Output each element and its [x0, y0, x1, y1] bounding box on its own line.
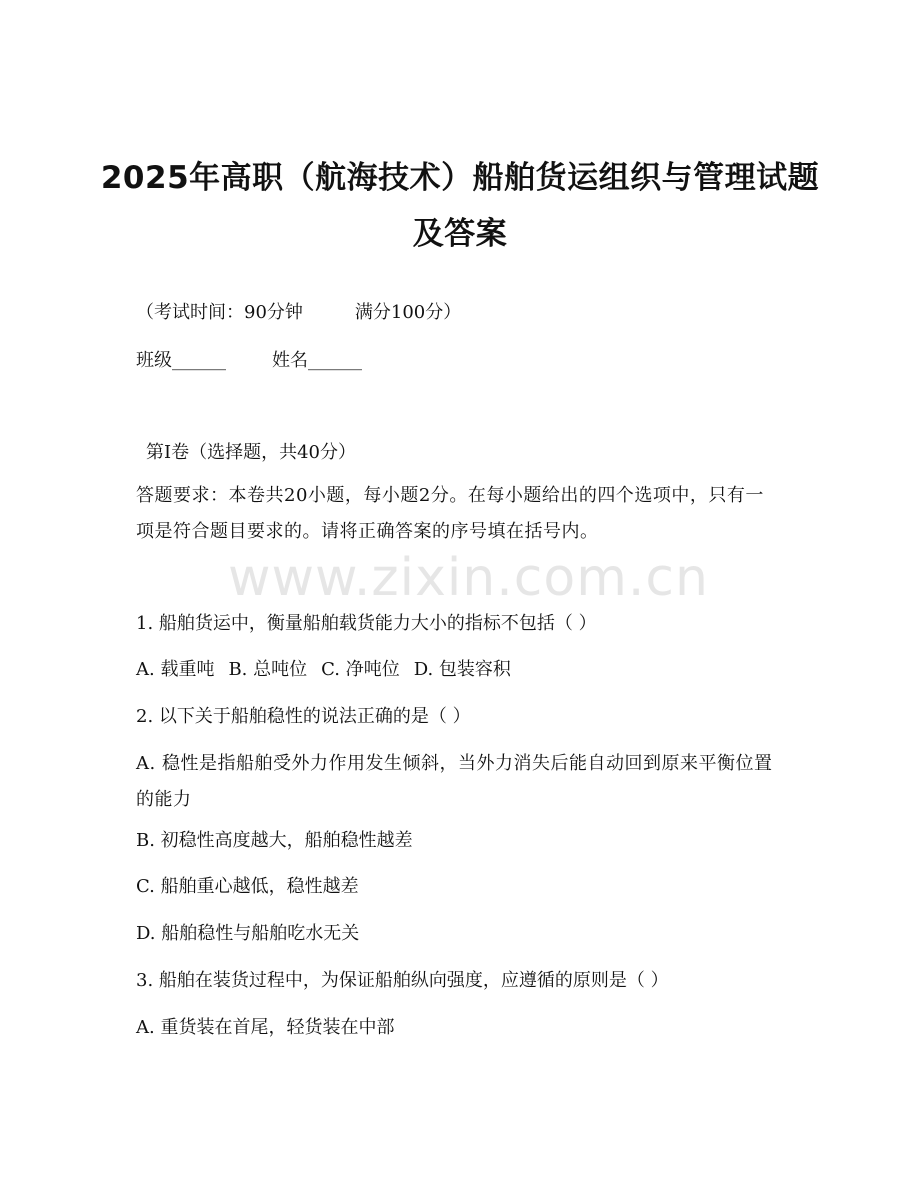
question-1-option-a: A. 载重吨	[136, 659, 215, 680]
question-1-stem: 1. 船舶货运中，衡量船舶载货能力大小的指标不包括（ ）	[136, 613, 597, 634]
question-2-option-b: B. 初稳性高度越大，船舶稳性越差	[136, 830, 413, 851]
name-field: 姓名______	[272, 350, 362, 371]
class-field: 班级______	[136, 350, 226, 371]
question-3-option-a: A. 重货装在首尾，轻货装在中部	[136, 1017, 395, 1038]
question-1-options	[136, 658, 511, 682]
exam-score: 满分100分）	[354, 302, 462, 323]
section-instructions: 答题要求：本卷共20小题，每小题2分。在每小题给出的四个选项中，只有一项是符合题目要求的。请将正确答案的序号填在括号内。	[136, 485, 764, 542]
exam-info	[136, 301, 461, 325]
watermark: www.zixin.com.cn	[228, 548, 709, 608]
question-2-option-d: D. 船舶稳性与船舶吃水无关	[136, 923, 360, 944]
question-1-option-b: B. 总吨位	[228, 659, 308, 680]
section-heading: 第I卷（选择题，共40分）	[146, 442, 357, 463]
question-3-stem: 3. 船舶在装货过程中，为保证船舶纵向强度，应遵循的原则是（ ）	[136, 970, 669, 991]
student-info	[136, 349, 362, 373]
page-title: 2025年高职（航海技术）船舶货运组织与管理试题及答案	[100, 160, 820, 252]
question-2-stem: 2. 以下关于船舶稳性的说法正确的是（ ）	[136, 706, 471, 727]
question-1-option-d: D. 包装容积	[413, 659, 511, 680]
question-2-option-c: C. 船舶重心越低，稳性越差	[136, 876, 359, 897]
question-1-option-c: C. 净吨位	[321, 659, 400, 680]
exam-time: （考试时间：90分钟	[136, 302, 303, 323]
question-2-option-a: A. 稳性是指船舶受外力作用发生倾斜，当外力消失后能自动回到原来平衡位置的能力	[136, 753, 773, 810]
